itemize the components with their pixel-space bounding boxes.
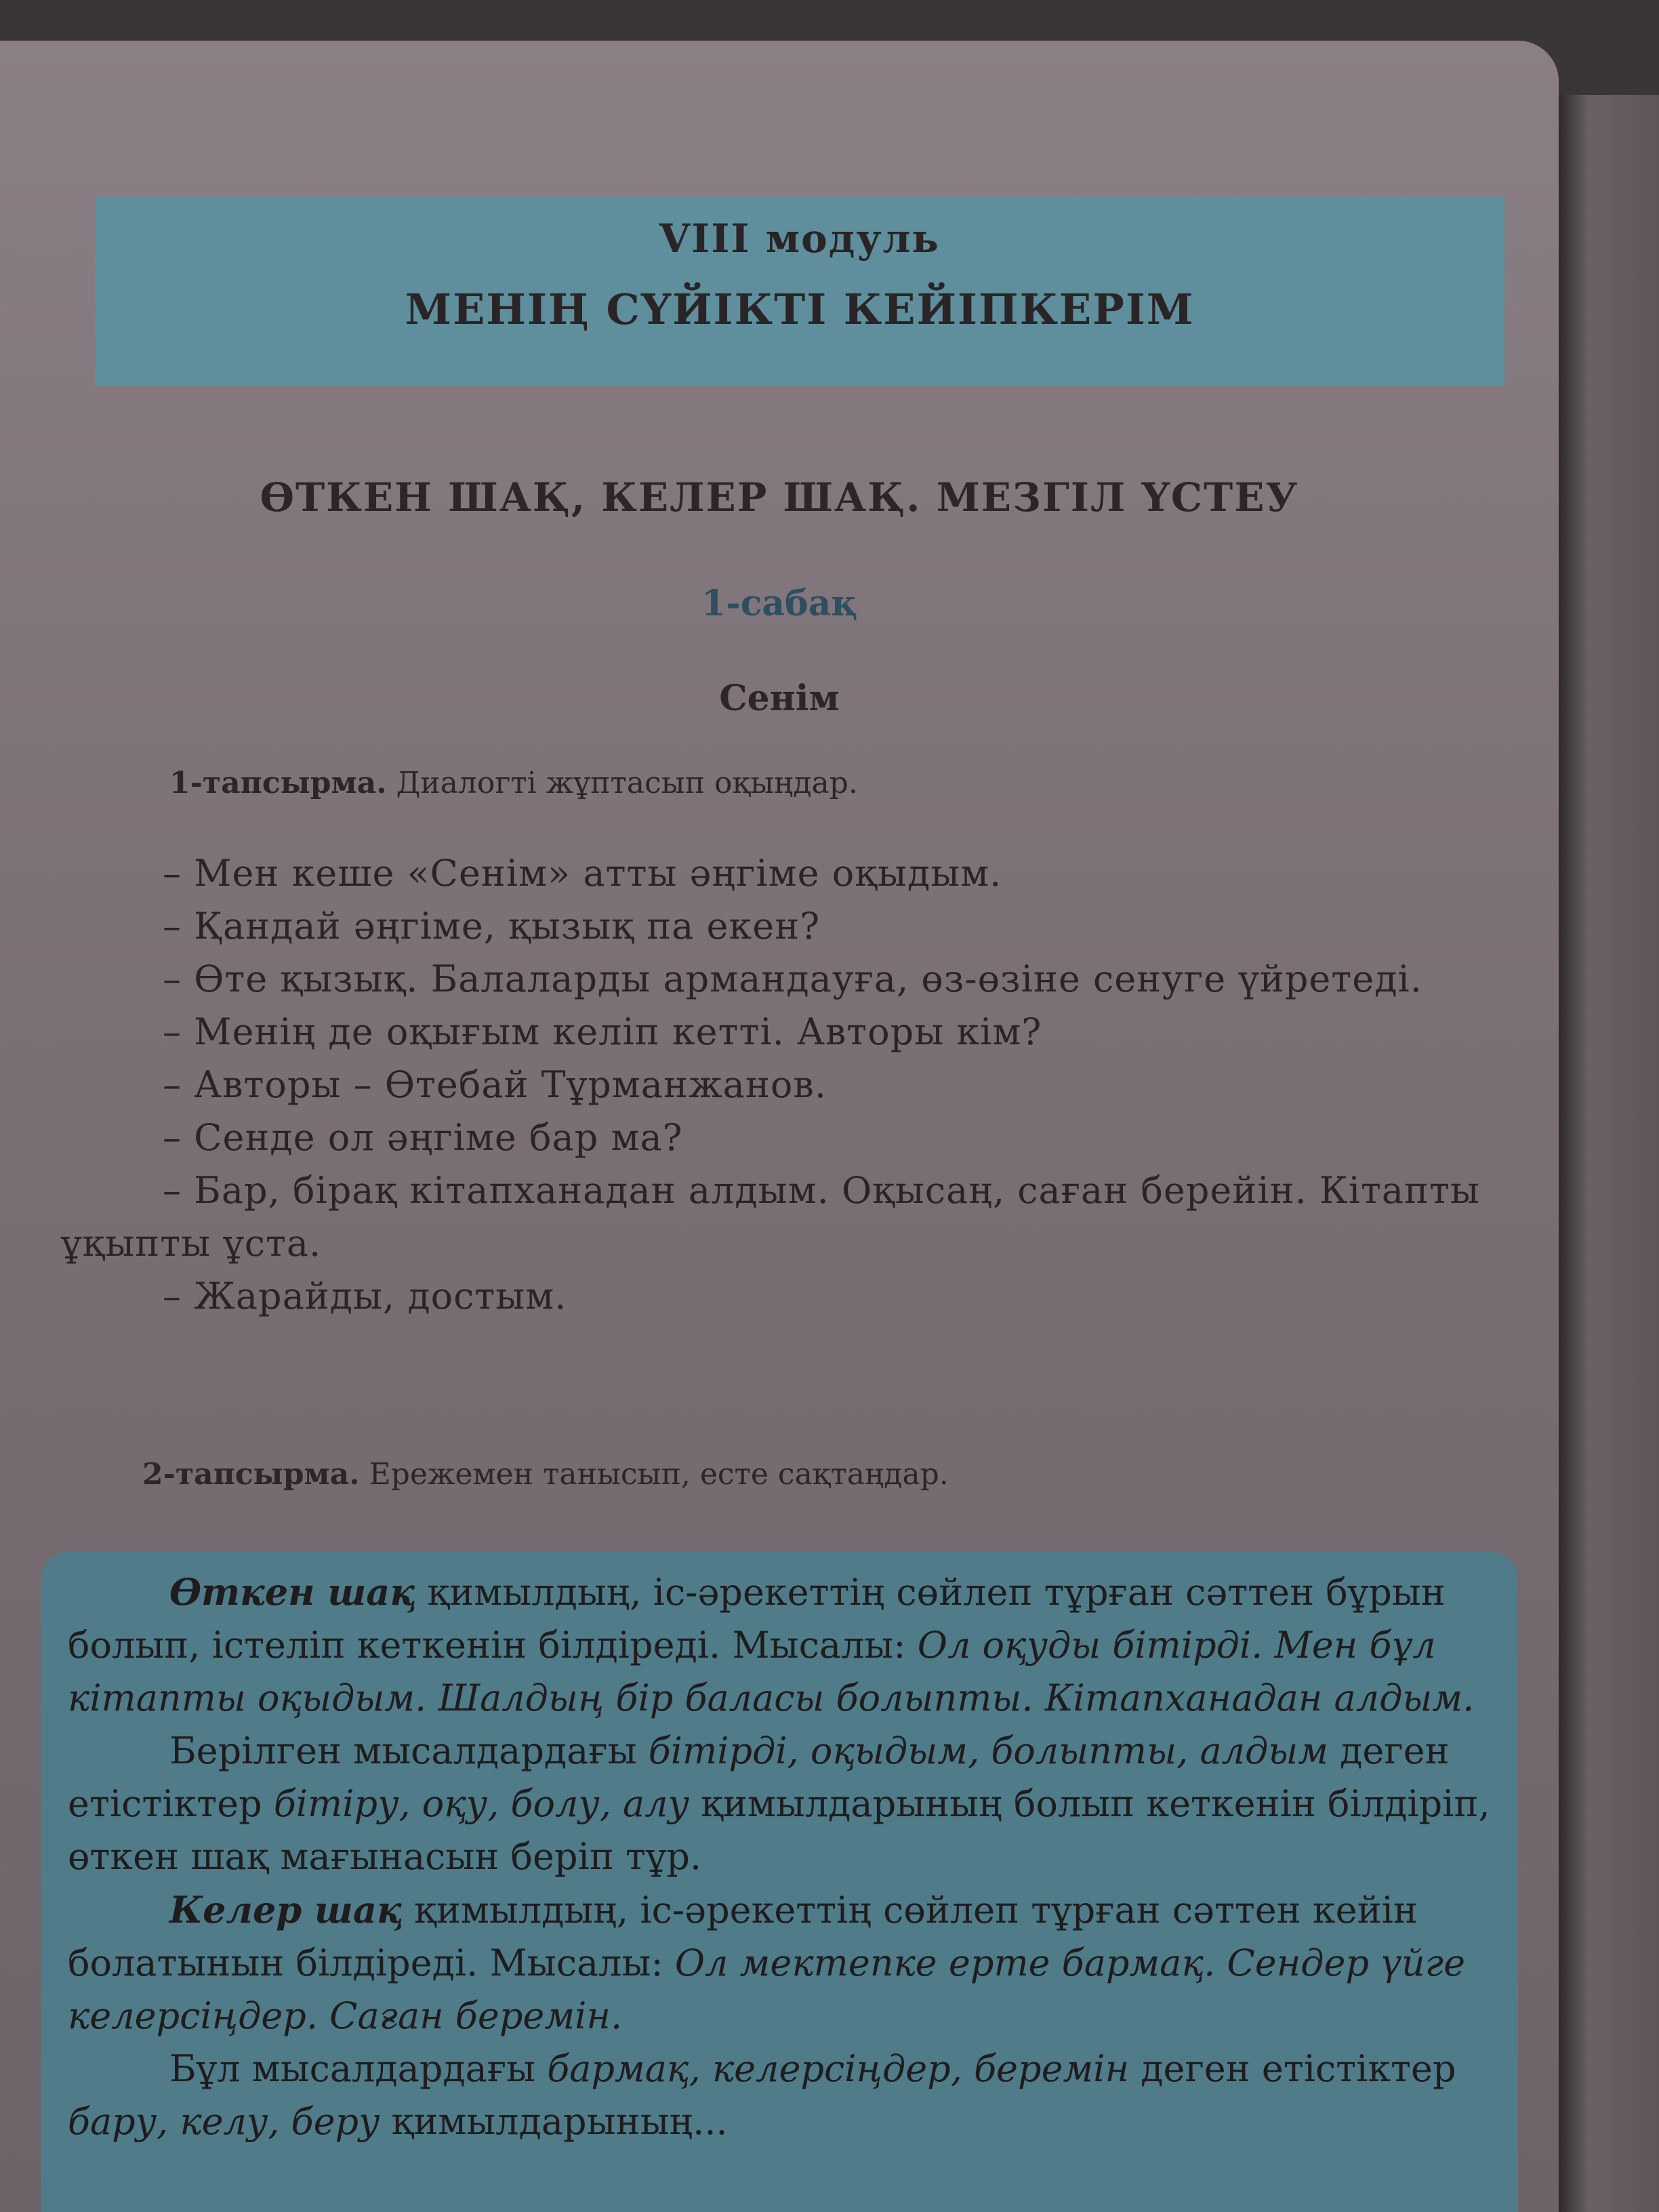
rule-text-span: деген етістіктер xyxy=(68,1729,1450,1825)
dialogue-line: – Бар, бірақ кітапханадан алдым. Оқысаң, саған берейін. Кітапты ұқыпты ұста. xyxy=(61,1169,1480,1265)
rule-examples: бармақ, келерсіңдер, беремін xyxy=(547,2047,1130,2090)
rule-examples: бару, келу, беру xyxy=(68,2100,380,2143)
rule-paragraph xyxy=(68,1883,1491,2043)
rule-examples: Ол мектепке ерте бармақ. Сендер үйге келерсіңдер. Саған беремін. xyxy=(68,1942,1466,2037)
module-title: МЕНІҢ СҮЙІКТІ КЕЙІПКЕРІМ xyxy=(405,285,1195,334)
rule-paragraph xyxy=(68,2043,1491,2148)
task-1-label: 1-тапсырма. xyxy=(169,766,387,800)
module-banner xyxy=(95,197,1504,386)
dialogue-line: – Менің де оқығым келіп кетті. Авторы кім? xyxy=(163,1010,1042,1053)
task-2-label: 2-тапсырма. xyxy=(142,1457,360,1492)
dialogue-line: – Сенде ол әңгіме бар ма? xyxy=(163,1116,683,1159)
rule-text-span: Бұл мысалдардағы xyxy=(169,2047,548,2090)
rule-paragraph xyxy=(68,1725,1491,1883)
rule-box xyxy=(41,1552,1518,2212)
task-2-text: Ережемен танысып, есте сақтаңдар. xyxy=(369,1457,949,1492)
rule-text-span: қимылдарының... xyxy=(380,2100,728,2143)
rule-examples: Ол оқуды бітірді. Мен бұл кітапты оқыдым. Шалдың бір баласы болыпты. Кітапханадан алдым. xyxy=(68,1624,1475,1719)
rule-text xyxy=(68,1565,1491,2148)
dialogue-line: – Өте қызық. Балаларды армандауға, өз-өзіне сенуге үйретеді. xyxy=(163,958,1422,1000)
task-2 xyxy=(142,1457,949,1492)
rule-text-span: қимылдың, іс-әрекеттің сөйлеп тұрған сәттен кейін болатынын білдіреді. Мысалы: xyxy=(68,1889,1418,1984)
dialogue-line: – Жарайды, достым. xyxy=(163,1275,567,1317)
dialogue-line: – Мен кеше «Сенім» атты әңгіме оқыдым. xyxy=(163,852,1002,895)
rule-text-span: деген етістіктер xyxy=(1129,2047,1456,2090)
module-number: VIII модуль xyxy=(659,216,940,262)
rule-term: Келер шақ xyxy=(169,1888,403,1931)
task-1 xyxy=(169,766,858,800)
rule-text-span: қимылдарының болып кеткенін білдіріп, өткен шақ мағынасын беріп тұр. xyxy=(68,1782,1490,1878)
rule-term: Өткен шақ xyxy=(169,1570,416,1614)
rule-paragraph xyxy=(68,1565,1491,1725)
book-page xyxy=(0,41,1559,2212)
lesson-title: Сенім xyxy=(719,678,840,719)
dialogue-line: – Авторы – Өтебай Тұрманжанов. xyxy=(163,1063,827,1106)
task-1-text: Диалогті жұптасып оқыңдар. xyxy=(396,766,858,800)
rule-examples: бітіру, оқу, болу, алу xyxy=(273,1782,689,1825)
dialogue xyxy=(61,847,1518,1323)
dialogue-line: – Қандай әңгіме, қызық па екен? xyxy=(163,905,821,947)
next-page-edge xyxy=(1559,95,1659,2212)
lesson-number: 1-сабақ xyxy=(701,583,858,624)
rule-text-span: қимылдың, іс-әрекеттің сөйлеп тұрған сәттен бұрын болып, істеліп кеткенін білдіреді. Мысалы: xyxy=(68,1571,1446,1666)
rule-examples: бітірді, оқыдым, болыпты, алдым xyxy=(648,1729,1328,1772)
section-title: ӨТКЕН ШАҚ, КЕЛЕР ШАҚ. МЕЗГІЛ ҮСТЕУ xyxy=(260,474,1299,520)
rule-text-span: Берілген мысалдардағы xyxy=(169,1729,649,1772)
